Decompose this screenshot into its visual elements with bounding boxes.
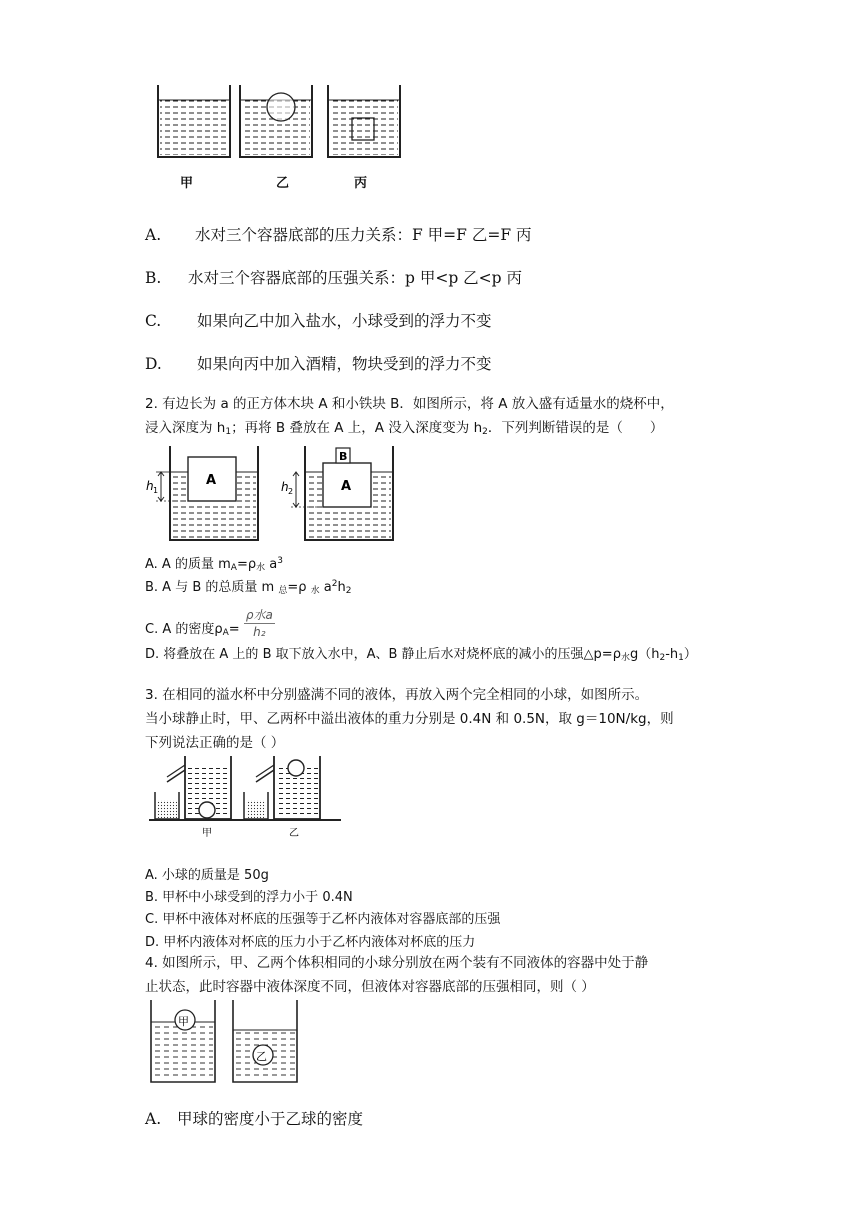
q2-option-a: A. A 的质量 $m_A=\rho_水$ $a^3$ [145,556,283,573]
q4-stem-line2: 止状态，此时容器中液体深度不同，但液体对容器底部的压强相同，则（ ） [145,979,595,995]
q1-option-d [145,352,492,374]
option-text: 如果向丙中加入酒精，物块受到的浮力不变 [197,355,492,373]
q1-option-b [145,266,522,288]
q3-option-a: A. 小球的质量是 50g [145,868,269,883]
ball-jia-label: 甲 [178,1015,189,1028]
figure-blocks-in-beaker [140,444,400,544]
option-letter: D. [145,355,162,373]
q3-stem-line2: 当小球静止时，甲、乙两杯中溢出液体的重力分别是 0.4N 和 0.5N，取 g＝10N/kg，则 [145,711,674,727]
q3-option-d: D. 甲杯内液体对杯底的压力小于乙杯内液体对杯底的压力 [145,935,476,950]
ball-yi-label: 乙 [256,1050,267,1063]
figure-two-balls [145,1000,305,1084]
cup-label-jia: 甲 [202,828,212,839]
two-balls-diagram [145,1000,305,1084]
option-letter: A. [145,1110,162,1128]
q2-option-b: B. A 与 B 的总质量 m $_总$=ρ $_水$ $a^2h_2$ [145,579,352,596]
overflow-cups-diagram [145,756,345,840]
option-letter: A. [145,226,162,244]
option-letter: C. [145,312,162,330]
q1-option-c [145,309,492,331]
blocks-diagram [140,444,400,544]
density-fraction: $\frac{\text{ρ水a}}{\text{h₂}}$ [245,608,273,639]
option-text: 如果向乙中加入盐水，小球受到的浮力不变 [197,312,492,330]
q2-option-c: C. A 的密度$\rho_A=$ $\frac{\text{ρ水a}}{\text{h₂}}$ [145,608,273,639]
q3-option-b: B. 甲杯中小球受到的浮力小于 0.4N [145,890,353,905]
figure-three-containers [140,80,410,190]
label-yi: 乙 [276,176,290,191]
option-text: 甲球的密度小于乙球的密度 [177,1110,364,1128]
cup-label-yi: 乙 [289,828,299,839]
q2-stem-line1: 2. 有边长为 a 的正方体木块 A 和小铁块 B．如图所示，将 A 放入盛有适量水的烧杯中， [145,396,674,412]
block-b-label: B [339,450,348,463]
block-a-label-1: A [206,473,217,488]
option-text: 水对三个容器底部的压力关系：F 甲=F 乙=F 丙 [195,226,532,244]
q4-option-a [145,1107,363,1129]
h1-label: h [146,479,154,493]
q2-stem-line2: 浸入深度为 $h_1$；再将 B 叠放在 A 上，A 没入深度变为 $h_2$．下列判断错误的是（ ） [145,420,664,437]
q3-option-c: C. 甲杯中液体对杯底的压强等于乙杯内液体对容器底部的压强 [145,912,501,927]
h1-sub: 1 [153,486,159,495]
q3-stem-line1: 3. 在相同的溢水杯中分别盛满不同的液体，再放入两个完全相同的小球，如图所示。 [145,687,649,703]
option-letter: B. [145,269,162,287]
option-text: 水对三个容器底部的压强关系：p 甲<p 乙<p 丙 [188,269,523,287]
q1-option-a [145,223,532,245]
q3-stem-line3: 下列说法正确的是（ ） [145,735,285,751]
h2-label: h [281,480,289,494]
h2-sub: 2 [288,487,294,496]
block-a-label-2: A [341,479,352,494]
figure-overflow-cups [145,756,345,840]
q2-option-d: D. 将叠放在 A 上的 B 取下放入水中，A、B 静止后水对烧杯底的减小的压强$\triangle p=\rho_水g(h_2-h_1)$ [145,647,697,663]
q4-stem-line1: 4. 如图所示，甲、乙两个体积相同的小球分别放在两个装有不同液体的容器中处于静 [145,955,649,971]
label-jia: 甲 [180,176,194,191]
label-bing: 丙 [354,176,368,191]
